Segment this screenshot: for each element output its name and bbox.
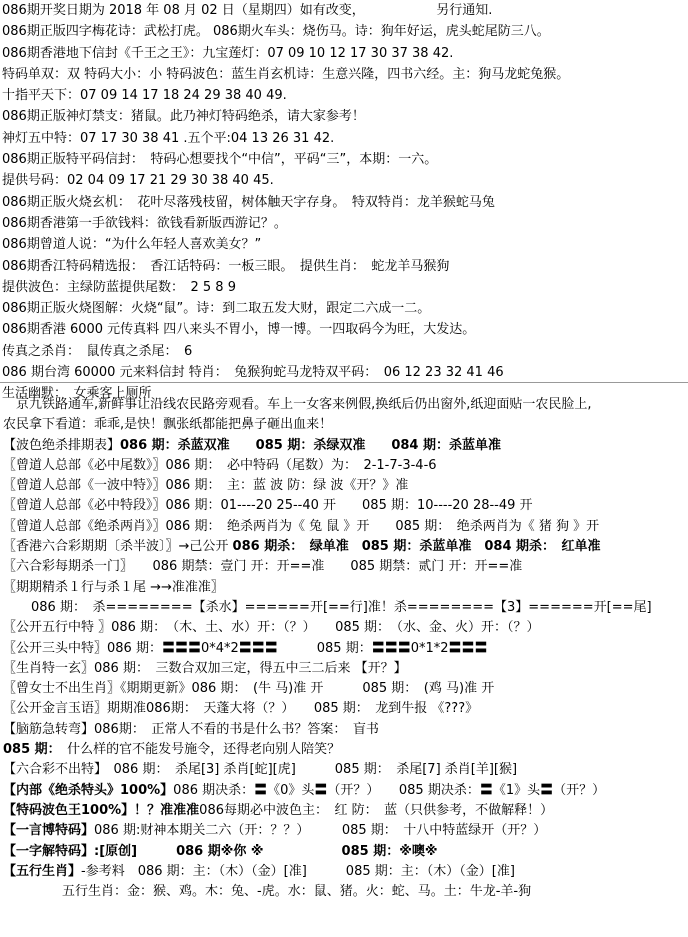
info-line: 086期香港 6000 元传真料 四八来头不胃小，博一博。一四取码今为旺，大发达。 — [2, 322, 476, 338]
tip-text: 京九铁路通车,新鲜事让沿线农民路旁观看。车上一女客来例假,换纸后仍出窗外,纸迎面贴一农民脸上, — [3, 397, 592, 412]
tip-text: 〖生肖特一玄〗086 期： 三数合双加三定，得五中三二后来 【开？】 — [3, 660, 407, 676]
tip-line — [0, 801, 688, 821]
tip-text: 〖六合彩每期杀一门〗 086 期禁：壹门 开：开==准 085 期禁：贰门 开：开==准 — [3, 559, 523, 575]
top-info-section — [0, 0, 688, 405]
section-divider — [0, 382, 688, 383]
info-line: 086期正版火烧玄机： 花叶尽落残枝留，树体触天字存身。 特双特肖：龙羊猴蛇马兔 — [2, 194, 495, 210]
info-line: 086期正版特平码信封： 特码心想要找个“中信”，平码“三”，本期：一六。 — [2, 152, 438, 168]
info-line: 086期香港第一手欲钱料：欲钱看新版西游记？。 — [2, 215, 287, 231]
tip-line — [0, 537, 688, 557]
tip-text: 086每期必中波色主： 红 防： 蓝（只供参考，不做解释！） — [199, 802, 554, 818]
info-line: 086 期台湾 60000 元来料信封 特肖： 兔猴狗蛇马龙特双平码： 06 12 23 32 41 46 — [2, 365, 504, 381]
tip-line — [0, 659, 688, 679]
tip-text: 〖曾女士不出生肖〗《期期更新》086 期： (牛 马)准 开 085 期： (鸡 马)准 开 — [3, 681, 495, 697]
tip-text: 〖曾道人总部《必中尾数》〗086 期： 必中特码（尾数）为： 2-1-7-3-4-6 — [3, 457, 437, 473]
tip-text: 【六合彩不出特】 086 期： 杀尾[3] 杀肖[蛇][虎] 085 期： 杀尾[7] 杀肖[羊][猴] — [3, 762, 518, 778]
tip-line — [0, 639, 688, 659]
info-line: 086期曾道人说：“为什么年轻人喜欢美女？” — [2, 237, 262, 253]
tip-text: 〖期期精杀１行与杀１尾 →→准准准〗 — [3, 579, 224, 595]
info-line: 神灯五中特：07 17 30 38 41 .五个平:04 13 26 31 42. — [2, 130, 335, 146]
tip-bold-text: 086 期杀： 绿单准 085 期：杀蓝单准 084 期杀： 红单准 — [232, 539, 601, 555]
tip-line — [0, 679, 688, 699]
tip-line — [0, 456, 688, 476]
tip-text: 【脑筋急转弯】086期： 正常人不看的书是什么书？答案： 盲书 — [3, 721, 379, 737]
lottery-tips-section — [0, 395, 688, 902]
info-line: 提供号码：02 04 09 17 21 29 30 38 40 45. — [2, 173, 274, 189]
tip-line — [0, 415, 688, 435]
tip-text: 086 期： 杀========【杀水】======开[==行]准！杀========【3】======开[==尾] — [18, 599, 652, 615]
tip-line — [0, 821, 688, 841]
tip-bold-text: 【一字解特码】:[原创] 086 期※你 ※ 085 期：※噢※ — [3, 843, 438, 859]
tip-bold-text: 085 期： — [3, 742, 55, 758]
tip-bold-text: 【一言博特码】 — [3, 823, 95, 839]
tip-line — [0, 557, 688, 577]
tip-line — [0, 618, 688, 638]
tip-line — [0, 781, 688, 801]
tip-line — [0, 720, 688, 740]
tip-line — [0, 517, 688, 537]
tip-text: 〖曾道人总部《必中特段》〗086 期：01----20 25--40 开 085 期：10----20 28--49 开 — [3, 498, 533, 514]
tip-line — [0, 395, 688, 415]
tip-text: 〖曾道人总部《一波中特》〗086 期： 主：蓝 波 防：绿 波《开？》准 — [3, 478, 409, 494]
info-line: 提供波色：主绿防蓝提供尾数： 2 5 8 9 — [2, 279, 236, 295]
info-line: 086期开奖日期为 2018 年 08 月 02 日（星期四）如有改变， 另行通知. — [2, 3, 493, 18]
tip-text: -参考料 086 期：主：（木）（金）[准] 085 期：主：（木）（金）[准] — [81, 863, 515, 879]
tip-bold-text: 【内部《绝杀特头》100%】 — [3, 782, 174, 798]
info-line: 传真之杀肖： 鼠传真之杀尾： 6 — [2, 343, 193, 359]
tip-text: 〖公开三头中特〗086 期：〓〓〓0*4*2〓〓〓 085 期：〓〓〓0*1*2〓〓〓 — [3, 640, 488, 656]
tip-text: 〖曾道人总部《绝杀两肖》〗086 期： 绝杀两肖为《 兔 鼠 》开 085 期： 绝杀两肖为《 猪 狗 》开 — [3, 518, 600, 534]
info-line: 生活幽默： 女乘客上厕所 — [2, 386, 152, 402]
tip-line — [0, 476, 688, 496]
tip-text: 〖香港六合彩期期〔杀半波〕〗→己公开 — [3, 539, 233, 555]
info-line: 086期正版神灯禁支：猪鼠。此乃神灯特码绝杀，请大家参考！ — [2, 109, 365, 125]
tips-lines — [0, 395, 688, 882]
info-line: 086期香江特码精选报： 香江话特码：一板三眼。 提供生肖： 蛇龙羊马猴狗 — [2, 258, 450, 274]
tip-line — [0, 699, 688, 719]
tip-line — [0, 842, 688, 862]
tip-line — [0, 740, 688, 760]
info-line: 086期香港地下信封《千王之王》：九宝莲灯：07 09 10 12 17 30 37 38 42. — [2, 45, 454, 61]
info-line: 086期正版火烧图解：火烧“鼠”。诗：到二取五发大财，跟定二六成一二。 — [2, 301, 431, 317]
tip-text: 086 期决杀：〓《0》头〓（开？） 085 期决杀：〓《1》头〓（开？） — [173, 782, 606, 798]
tip-text: 〖公开五行中特 〗086 期： （木、土、水）开：（？） 085 期： （水、金、火）开：（？） — [3, 620, 540, 636]
tip-bold-text: 086 期：杀蓝双准 085 期：杀绿双准 084 期：杀蓝单准 — [120, 437, 502, 453]
info-line: 086期正版四字梅花诗：武松打虎。 086期火车头：烧伤马。诗：狗年好运，虎头蛇尾防三八。 — [2, 24, 550, 40]
tip-line — [0, 496, 688, 516]
tip-line — [0, 578, 688, 598]
info-line: 十指平天下：07 09 14 17 18 24 29 38 40 49. — [2, 88, 287, 104]
tip-text: 农民拿下看道：乖乖,是快！飘张纸都能把鼻子砸出血来！ — [3, 417, 333, 433]
tip-text: 【波色绝杀排期表】 — [3, 437, 121, 453]
tip-text: 什么样的官不能发号施令，还得老向别人陪笑？ — [54, 742, 341, 758]
wuxing-zodiac-line: 五行生肖：金：猴、鸡。木：兔、-虎。水：鼠、猪。火：蛇、马。土：牛龙-羊-狗 — [62, 884, 532, 900]
tip-line — [0, 760, 688, 780]
tip-bold-text: 【五行生肖】 — [3, 863, 82, 879]
tip-bold-text: 【特码波色王100%】！？准准准 — [3, 802, 200, 818]
tip-text: 〖公开金言玉语〗期期准086期： 天蓬大将（？） 085 期： 龙到牛报 《???》 — [3, 701, 479, 717]
tip-line — [0, 598, 688, 618]
tip-line — [0, 862, 688, 882]
info-line: 特码单双：双 特码大小：小 特码波色：蓝生肖玄机诗：生意兴隆，四书六经。主：狗马龙蛇兔猴。 — [2, 66, 570, 82]
tip-text: 086 期:财神本期关二六（开：？？） 085 期： 十八中特蓝绿开（开？） — [94, 823, 547, 839]
tip-line — [0, 436, 688, 456]
